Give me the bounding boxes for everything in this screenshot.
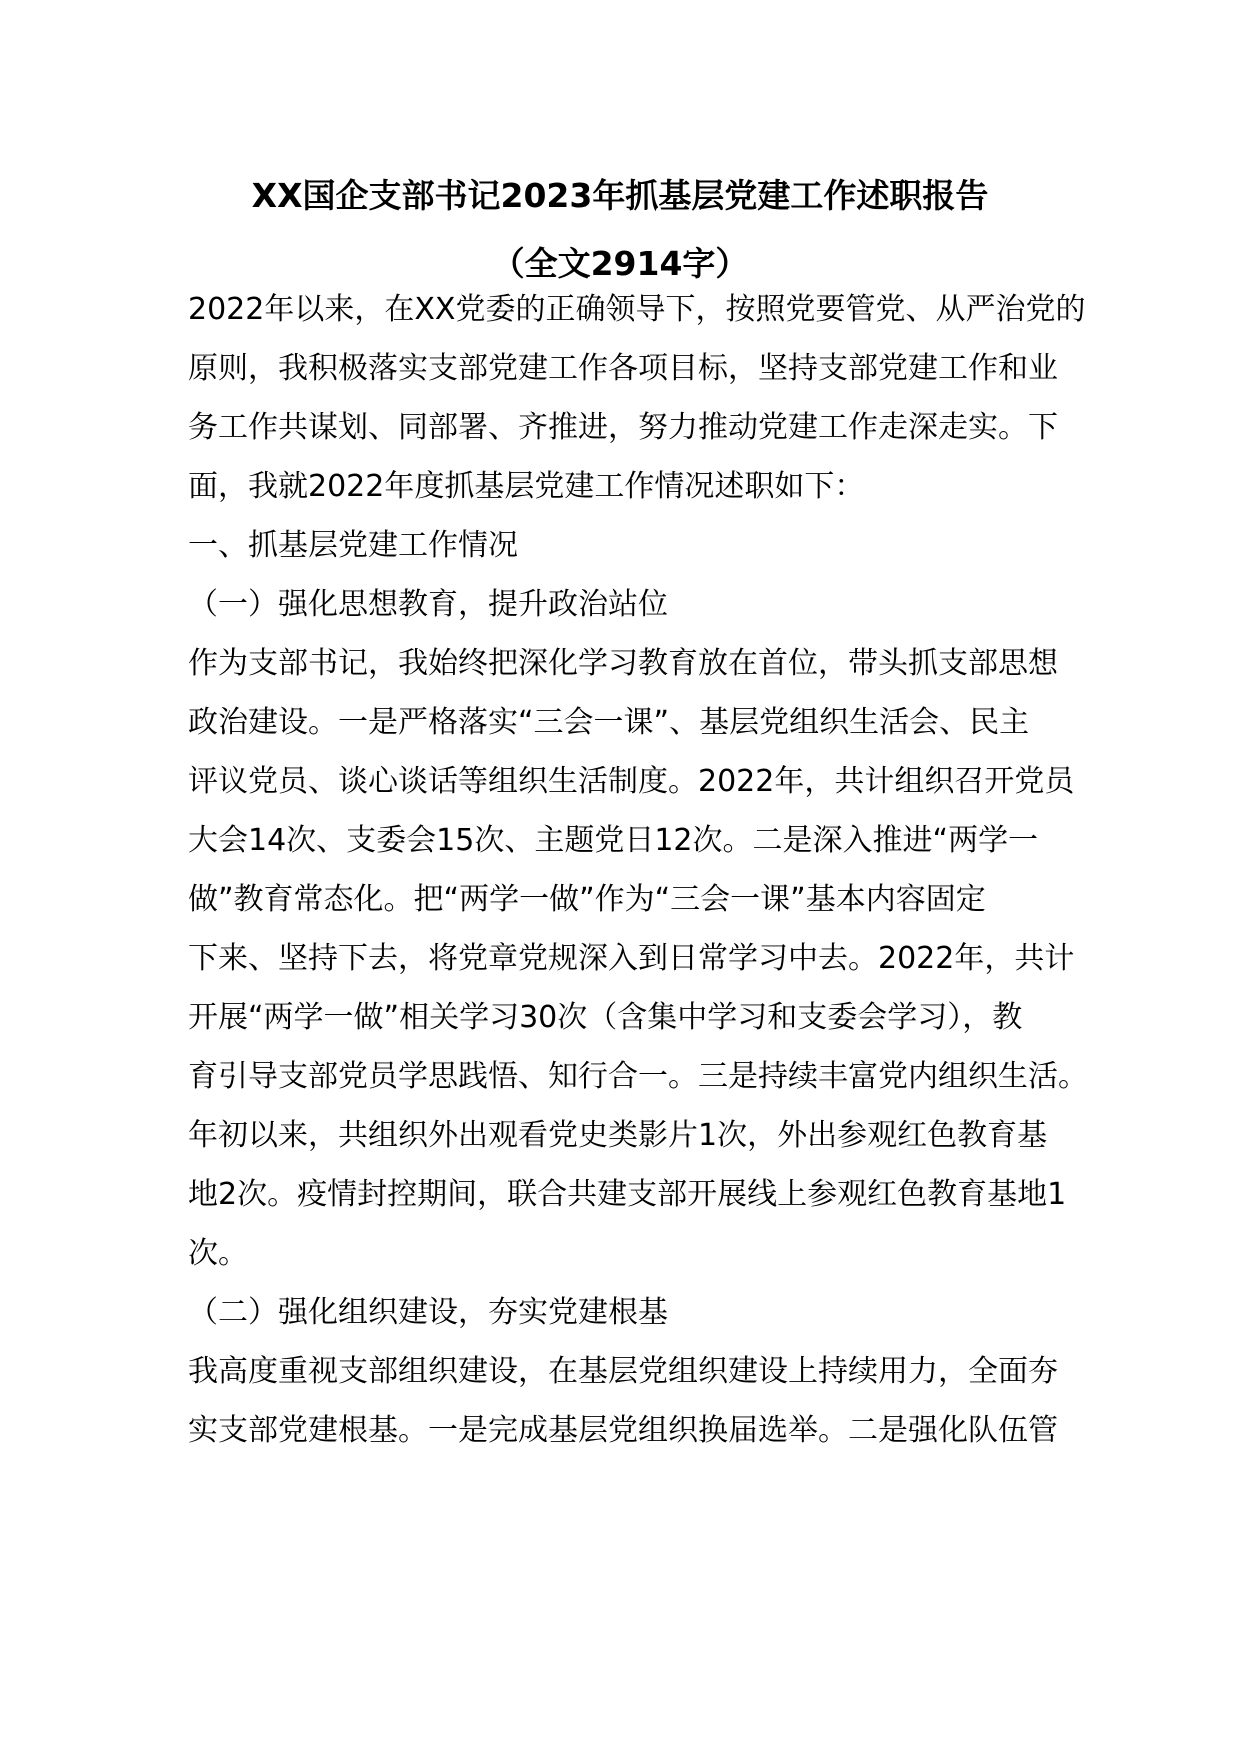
body-line-20: 实支部党建根基。一是完成基层党组织换届选举。二是强化队伍管 (188, 1413, 1058, 1448)
intro-line-1: 2022年以来，在XX党委的正确领导下，按照党要管党、从严治党的 (188, 292, 1086, 327)
document-subtitle: （全文2914字） (491, 244, 749, 283)
body-line-10: 大会14次、支委会15次、主题党日12次。二是深入推进“两学一 (188, 823, 1039, 858)
body-line-12: 下来、坚持下去，将党章党规深入到日常学习中去。2022年，共计 (188, 941, 1075, 976)
body-line-14: 育引导支部党员学思践悟、知行合一。三是持续丰富党内组织生活。 (188, 1059, 1088, 1094)
intro-line-3: 务工作共谋划、同部署、齐推进，努力推动党建工作走深走实。下 (188, 410, 1058, 445)
intro-line-2: 原则，我积极落实支部党建工作各项目标，坚持支部党建工作和业 (188, 351, 1058, 386)
body-line-8: 政治建设。一是严格落实“三会一课”、基层党组织生活会、民主 (188, 705, 1030, 740)
body-line-19: 我高度重视支部组织建设，在基层党组织建设上持续用力，全面夯 (188, 1354, 1058, 1389)
subsection-heading-2: （二）强化组织建设，夯实党建根基 (188, 1295, 668, 1330)
section-heading-1: 一、抓基层党建工作情况 (188, 528, 518, 563)
body-line-17: 次。 (188, 1236, 248, 1271)
document-title: XX国企支部书记2023年抓基层党建工作述职报告 (251, 176, 989, 215)
body-line-11: 做”教育常态化。把“两学一做”作为“三会一课”基本内容固定 (188, 882, 986, 917)
body-line-9: 评议党员、谈心谈话等组织生活制度。2022年，共计组织召开党员 (188, 764, 1075, 799)
body-line-13: 开展“两学一做”相关学习30次（含集中学习和支委会学习），教 (188, 1000, 1023, 1035)
body-line-16: 地2次。疫情封控期间，联合共建支部开展线上参观红色教育基地1 (188, 1177, 1067, 1212)
body-line-15: 年初以来，共组织外出观看党史类影片1次，外出参观红色教育基 (188, 1118, 1048, 1153)
body-line-7: 作为支部书记，我始终把深化学习教育放在首位，带头抓支部思想 (188, 646, 1058, 681)
intro-line-4: 面，我就2022年度抓基层党建工作情况述职如下： (188, 469, 865, 504)
subsection-heading-1: （一）强化思想教育，提升政治站位 (188, 587, 668, 622)
